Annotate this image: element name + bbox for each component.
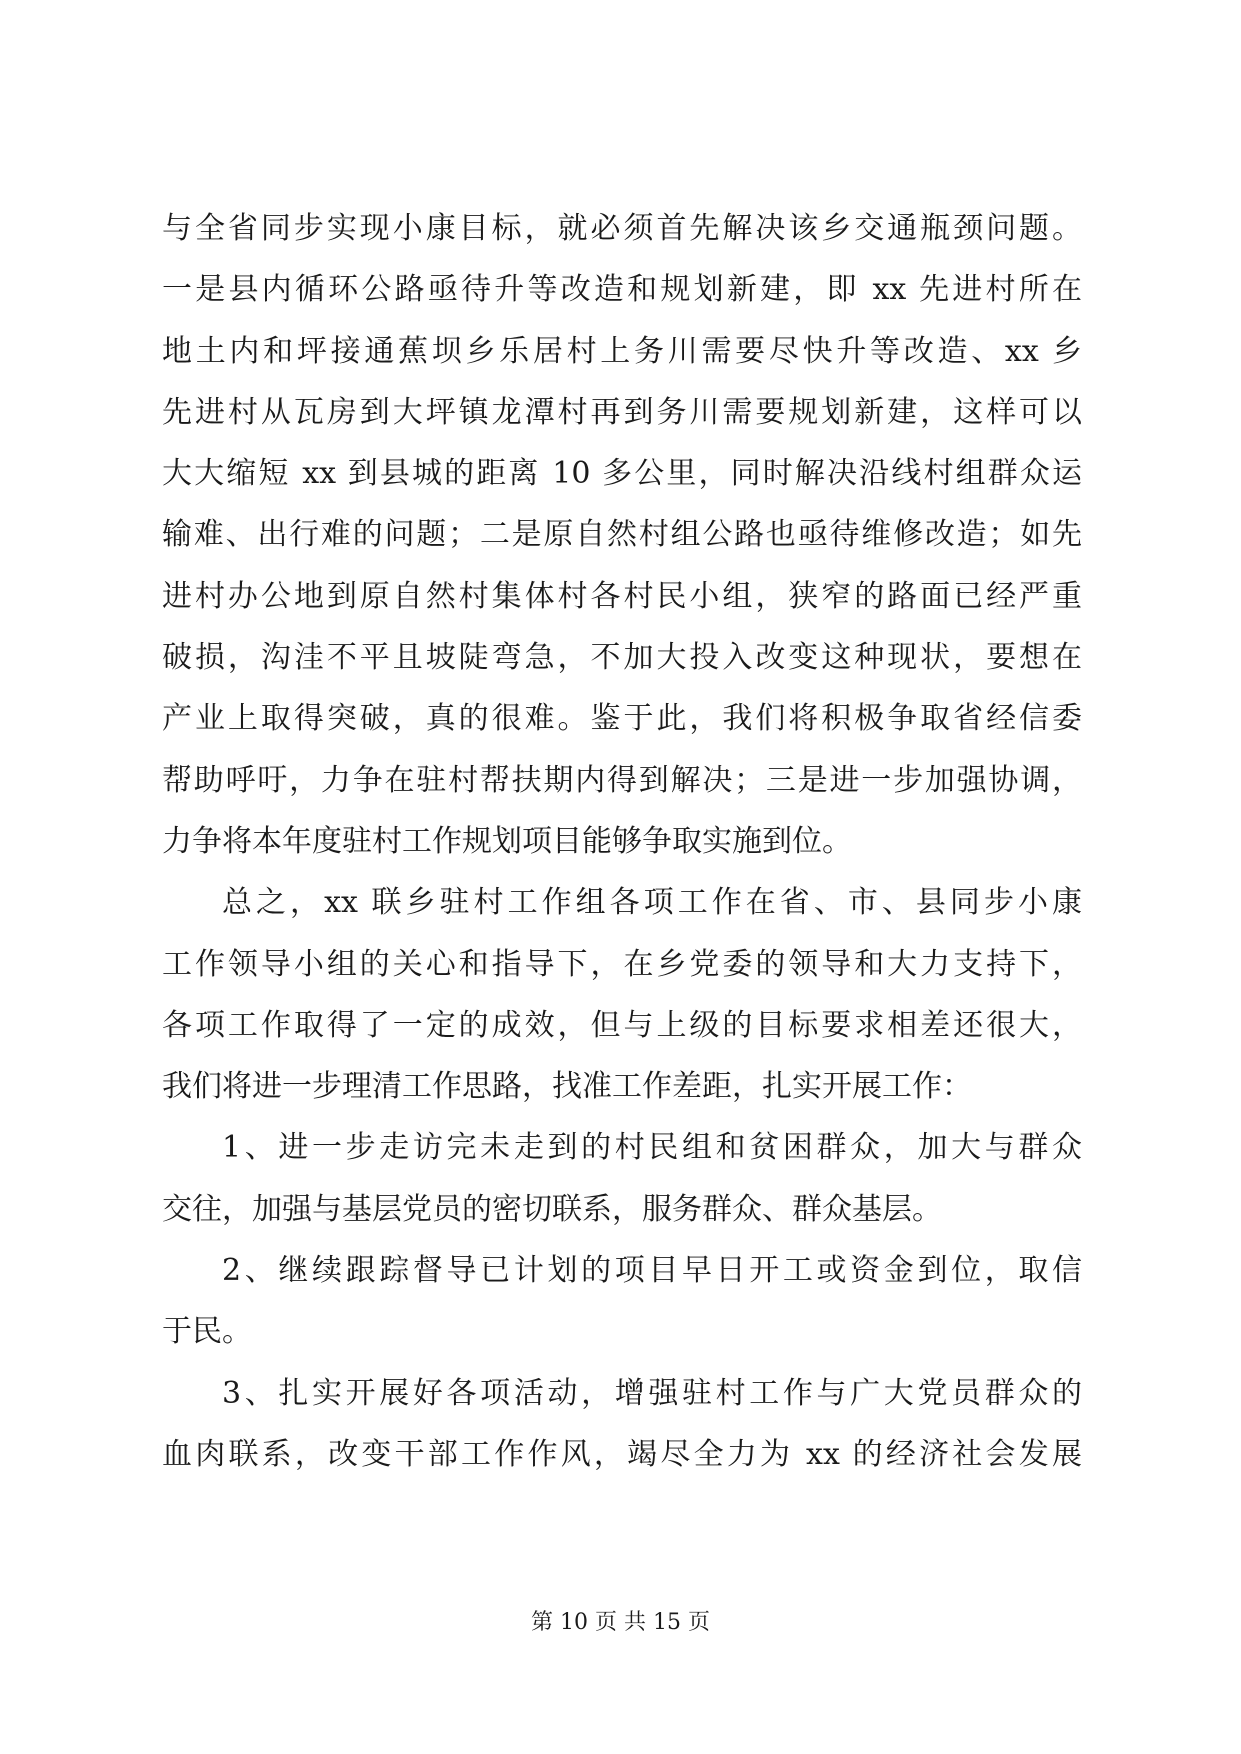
text-line: 进村办公地到原自然村集体村各村民小组，狭窄的路面已经严重 <box>162 578 1082 614</box>
page-number: 第 10 页 共 15 页 <box>531 1610 710 1635</box>
text-line: 破损，沟洼不平且坡陡弯急，不加大投入改变这种现状，要想在 <box>162 640 1082 676</box>
text-line: 产业上取得突破，真的很难。鉴于此，我们将积极争取省经信委 <box>162 701 1082 737</box>
text-line: 于民。 <box>162 1314 252 1350</box>
text-line: 力争将本年度驻村工作规划项目能够争取实施到位。 <box>162 823 852 859</box>
text-line: 交往，加强与基层党员的密切联系，服务群众、群众基层。 <box>162 1191 942 1227</box>
text-line: 各项工作取得了一定的成效，但与上级的目标要求相差还很大， <box>162 1007 1082 1043</box>
page-footer <box>0 1608 1241 1638</box>
text-line: 输难、出行难的问题；二是原自然村组公路也亟待维修改造；如先 <box>162 517 1082 553</box>
document-body <box>162 198 1082 1485</box>
list-item-3-line: 3、扎实开展好各项活动，增强驻村工作与广大党员群众的 <box>222 1375 1082 1411</box>
paragraph-start-line: 总之，xx 联乡驻村工作组各项工作在省、市、县同步小康 <box>222 885 1082 921</box>
text-line: 工作领导小组的关心和指导下，在乡党委的领导和大力支持下， <box>162 946 1082 982</box>
text-line: 地土内和坪接通蕉坝乡乐居村上务川需要尽快升等改造、xx 乡 <box>162 333 1082 369</box>
text-line: 与全省同步实现小康目标，就必须首先解决该乡交通瓶颈问题。 <box>162 211 1082 246</box>
text-line: 帮助呼吁，力争在驻村帮扶期内得到解决；三是进一步加强协调， <box>162 762 1082 798</box>
text-line: 大大缩短 xx 到县城的距离 10 多公里，同时解决沿线村组群众运 <box>162 456 1082 492</box>
text-line: 先进村从瓦房到大坪镇龙潭村再到务川需要规划新建，这样可以 <box>162 394 1082 430</box>
text-line: 我们将进一步理清工作思路，找准工作差距，扎实开展工作： <box>162 1069 972 1105</box>
text-line: 一是县内循环公路亟待升等改造和规划新建，即 xx 先进村所在 <box>162 272 1082 308</box>
list-item-1-line: 1、进一步走访完未走到的村民组和贫困群众，加大与群众 <box>222 1130 1082 1166</box>
text-line: 血肉联系，改变干部工作作风，竭尽全力为 xx 的经济社会发展 <box>162 1436 1082 1472</box>
list-item-2-line: 2、继续跟踪督导已计划的项目早日开工或资金到位，取信 <box>222 1253 1082 1289</box>
